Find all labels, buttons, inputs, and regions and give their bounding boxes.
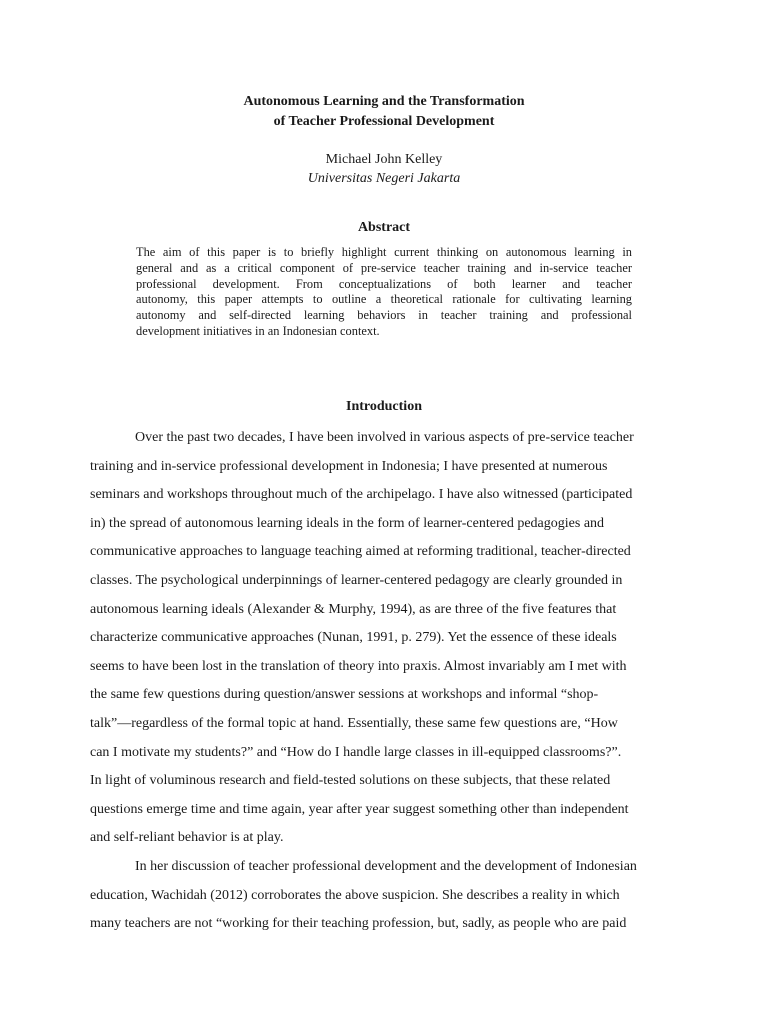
abstract-body — [136, 245, 632, 340]
introduction-body — [90, 424, 672, 939]
abstract-line: autonomy and self-directed learning behaviors in teacher training and professional — [136, 308, 632, 323]
paragraph-line: training and in-service professional development in Indonesia; I have presented at numerous — [90, 458, 608, 474]
abstract-line: development initiatives in an Indonesian context. — [136, 323, 380, 338]
abstract-line: The aim of this paper is to briefly highlight current thinking on autonomous learning in — [136, 245, 632, 259]
paper-title-line-1: Autonomous Learning and the Transformation — [243, 94, 525, 109]
abstract-line: autonomy, this paper attempts to outline a theoretical rationale for cultivating learning — [136, 292, 632, 307]
abstract-heading: Abstract — [357, 220, 411, 235]
author-name: Michael John Kelley — [325, 152, 443, 167]
paragraph-line: and self-reliant behavior is at play. — [90, 830, 284, 846]
abstract-line: general and as a critical component of pre-service teacher training and in-service teacher — [136, 260, 632, 275]
paragraph-line: in) the spread of autonomous learning ideals in the form of learner-centered pedagogies and — [90, 515, 605, 531]
paragraph-line: Over the past two decades, I have been involved in various aspects of pre-service teacher — [135, 430, 634, 445]
paragraph-line: many teachers are not “working for their teaching profession, but, sadly, as people who are paid — [90, 916, 627, 932]
paragraph-line: In her discussion of teacher professional development and the development of Indonesian — [135, 858, 637, 874]
paragraph-line: questions emerge time and time again, year after year suggest something other than independent — [90, 801, 629, 817]
paragraph-line: autonomous learning ideals (Alexander & Murphy, 1994), as are three of the five features that — [90, 601, 617, 617]
paragraph-line: In light of voluminous research and field-tested solutions on these subjects, that these related — [90, 773, 611, 789]
paragraph-line: communicative approaches to language teaching aimed at reforming traditional, teacher-directed — [90, 544, 631, 560]
paper-title-line-2: of Teacher Professional Development — [273, 114, 495, 129]
paragraph-line: seminars and workshops throughout much of the archipelago. I have also witnessed (participated — [90, 487, 633, 503]
paragraph-line: classes. The psychological underpinnings of learner-centered pedagogy are clearly grounded in — [90, 572, 623, 588]
paragraph-line: the same few questions during question/answer sessions at workshops and informal “shop- — [90, 687, 599, 703]
paragraph-line: characterize communicative approaches (Nunan, 1991, p. 279). Yet the essence of these ideals — [90, 630, 617, 646]
introduction-heading: Introduction — [346, 399, 422, 414]
author-affiliation: Universitas Negeri Jakarta — [307, 171, 461, 186]
paragraph-line: can I motivate my students?” and “How do I handle large classes in ill-equipped classrooms?”. — [90, 744, 622, 760]
paragraph-line: seems to have been lost in the translation of theory into praxis. Almost invariably am I met with — [90, 658, 627, 674]
abstract-line: professional development. From conceptualizations of both learner and teacher — [136, 276, 632, 291]
paragraph-line: education, Wachidah (2012) corroborates the above suspicion. She describes a reality in which — [90, 887, 620, 903]
paragraph-line: talk”—regardless of the formal topic at hand. Essentially, these same few questions are, “How — [90, 715, 618, 731]
